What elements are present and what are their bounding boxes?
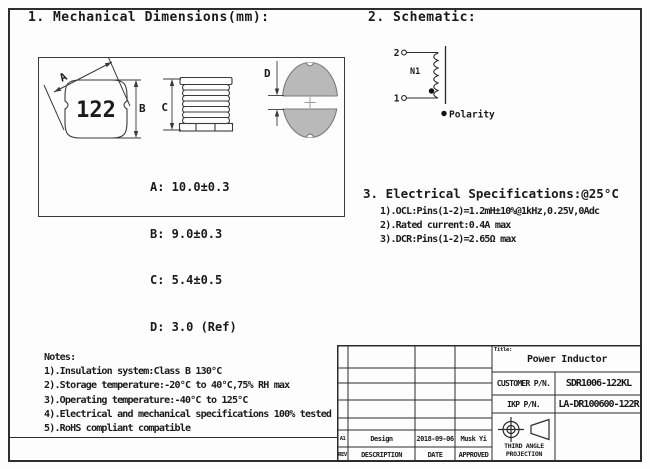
pin-2-label: 2 [393, 48, 400, 59]
notes-section [44, 351, 331, 436]
part-marking: 122 [76, 98, 116, 123]
side-view-coil [180, 78, 233, 132]
rear-view-core [280, 59, 340, 141]
polarity-dot [429, 88, 434, 93]
section-heading-mechanical: 1. Mechanical Dimensions(mm): [28, 10, 270, 25]
dim-label-d: D [264, 67, 271, 80]
winding-label: N1 [410, 67, 421, 77]
electrical-spec-item: 2).Rated current:0.4A max [380, 220, 511, 231]
dimension-c: C: 5.4±0.5 [150, 273, 223, 287]
dimension-b: B: 9.0±0.3 [150, 226, 223, 241]
pin-2-terminal [402, 50, 407, 55]
revision-description-value: Design [370, 434, 393, 443]
title-block [337, 345, 642, 462]
projection-label-line1: THIRD ANGLE [504, 441, 544, 450]
note-item: 3).Operating temperature:-40°C to 125°C [44, 394, 248, 406]
revision-header-description: DESCRIPTION [361, 450, 402, 459]
third-angle-projection-icon [495, 416, 553, 443]
ikp-pn-label: IKP P/N. [507, 399, 540, 409]
customer-pn-label: CUSTOMER P/N. [496, 379, 551, 388]
note-item: 4).Electrical and mechanical specifications 100% tested [44, 408, 332, 420]
section-heading-schematic: 2. Schematic: [368, 10, 477, 25]
note-item: 5).RoHS compliant compatible [44, 423, 191, 435]
electrical-spec-item: 3).DCR:Pins(1-2)=2.65Ω max [380, 234, 516, 245]
dimension-list [150, 149, 237, 366]
inductor-coil-symbol [434, 53, 438, 99]
revision-rev-value: A1 [339, 435, 346, 442]
revision-header-approved: APPROVED [458, 450, 489, 459]
electrical-spec-list [380, 205, 599, 247]
dimension-d: D: 3.0 (Ref) [150, 319, 237, 334]
section-heading-electrical: 3. Electrical Specifications:@25°C [363, 186, 619, 201]
dimension-a: A: 10.0±0.3 [150, 180, 230, 194]
notes-heading: Notes: [44, 352, 76, 363]
note-item: 2).Storage temperature:-20°C to 40°C,75% RH max [44, 380, 290, 392]
dim-label-b: B [139, 102, 146, 115]
dim-label-c: C [161, 101, 168, 114]
revision-date-value: 2018-09-06 [416, 434, 454, 443]
bottom-divider-line [10, 437, 337, 438]
revision-header-rev: REV [338, 451, 347, 458]
pin-1-label: 1 [393, 93, 400, 105]
polarity-label: Polarity [449, 109, 495, 121]
note-item: 1).Insulation system:Class B 130°C [44, 366, 222, 378]
drawing-title: Power Inductor [526, 354, 608, 365]
revision-header-date: DATE [427, 450, 443, 459]
projection-label-line2: PROJECTION [505, 449, 543, 458]
polarity-legend-dot [441, 111, 446, 116]
electrical-spec-item: 1).OCL:Pins(1-2)=1.2mH±10%@1kHz,0.25V,0Adc [380, 206, 600, 217]
customer-pn-value: SDR1006-122KL [565, 378, 632, 389]
title-label: Title: [494, 347, 513, 353]
ikp-pn-value: LA-DR100600-122R [558, 398, 639, 410]
dim-label-a: A [57, 70, 70, 85]
pin-1-terminal [402, 96, 407, 101]
revision-approved-value: Musk Yi [460, 434, 487, 443]
schematic-drawing [390, 40, 500, 125]
mechanical-views-drawing [38, 57, 345, 149]
